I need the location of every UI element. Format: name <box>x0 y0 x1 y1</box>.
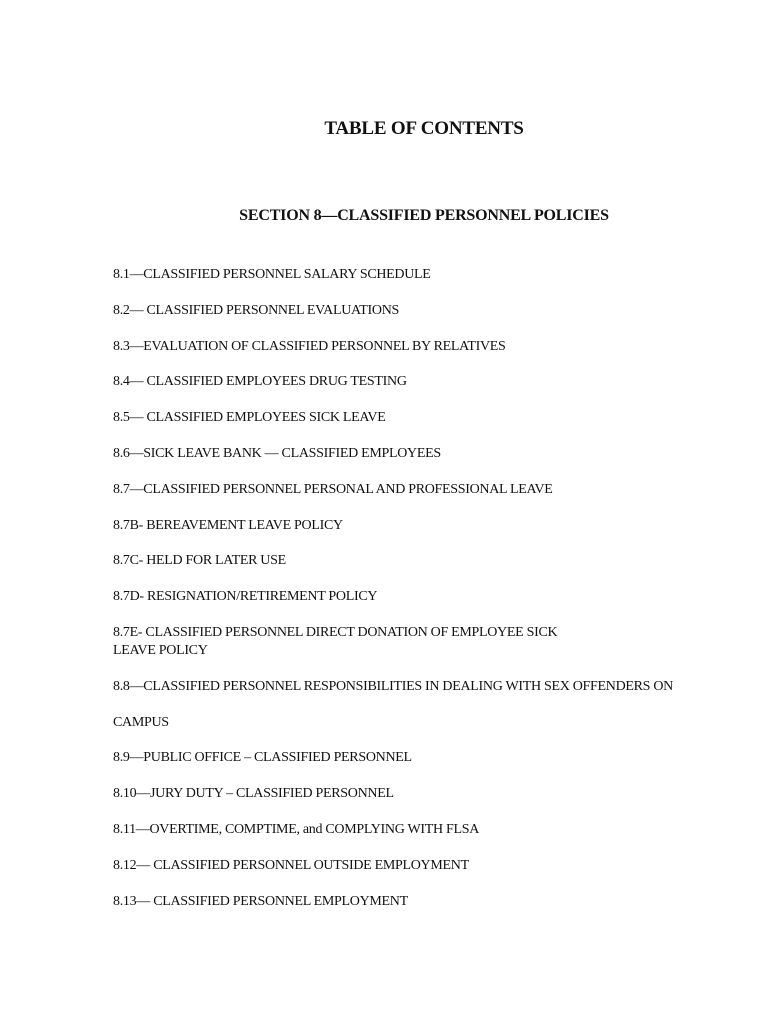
toc-entry-8-12: 8.12— CLASSIFIED PERSONNEL OUTSIDE EMPLOYMENT <box>113 857 469 873</box>
toc-entry-8-11: 8.11—OVERTIME, COMPTIME, and COMPLYING WITH FLSA <box>113 821 480 837</box>
toc-list <box>113 266 733 928</box>
toc-entry-8-9: 8.9—PUBLIC OFFICE – CLASSIFIED PERSONNEL <box>113 750 412 766</box>
toc-entry-8-7: 8.7—CLASSIFIED PERSONNEL PERSONAL AND PROFESSIONAL LEAVE <box>113 481 553 497</box>
toc-entry-8-2: 8.2— CLASSIFIED PERSONNEL EVALUATIONS <box>113 302 400 318</box>
toc-entry-8-1: 8.1—CLASSIFIED PERSONNEL SALARY SCHEDULE <box>113 267 431 282</box>
toc-entry-8-8: 8.8—CLASSIFIED PERSONNEL RESPONSIBILITIES IN DEALING WITH SEX OFFENDERS ON <box>113 678 673 694</box>
toc-entry-8-13: 8.13— CLASSIFIED PERSONNEL EMPLOYMENT <box>113 893 408 909</box>
toc-entry-8-3: 8.3—EVALUATION OF CLASSIFIED PERSONNEL BY RELATIVES <box>113 338 506 354</box>
toc-entry-8-10: 8.10—JURY DUTY – CLASSIFIED PERSONNEL <box>113 786 394 802</box>
toc-entry-8-7b: 8.7B- BEREAVEMENT LEAVE POLICY <box>113 517 343 533</box>
toc-entry-8-5: 8.5— CLASSIFIED EMPLOYEES SICK LEAVE <box>113 410 386 426</box>
toc-entry-8-4: 8.4— CLASSIFIED EMPLOYEES DRUG TESTING <box>113 374 407 390</box>
toc-entry-8-6: 8.6—SICK LEAVE BANK — CLASSIFIED EMPLOYEES <box>113 445 441 461</box>
page-title: TABLE OF CONTENTS <box>324 118 524 139</box>
toc-entry-8-7e: 8.7E- CLASSIFIED PERSONNEL DIRECT DONATION OF EMPLOYEE SICK LEAVE POLICY <box>113 624 558 658</box>
section-heading: SECTION 8—CLASSIFIED PERSONNEL POLICIES <box>239 207 609 224</box>
toc-entry-8-7c: 8.7C- HELD FOR LATER USE <box>113 553 286 569</box>
toc-entry-8-7d: 8.7D- RESIGNATION/RETIREMENT POLICY <box>113 589 378 605</box>
toc-entry-8-8-continued: CAMPUS <box>113 714 169 730</box>
